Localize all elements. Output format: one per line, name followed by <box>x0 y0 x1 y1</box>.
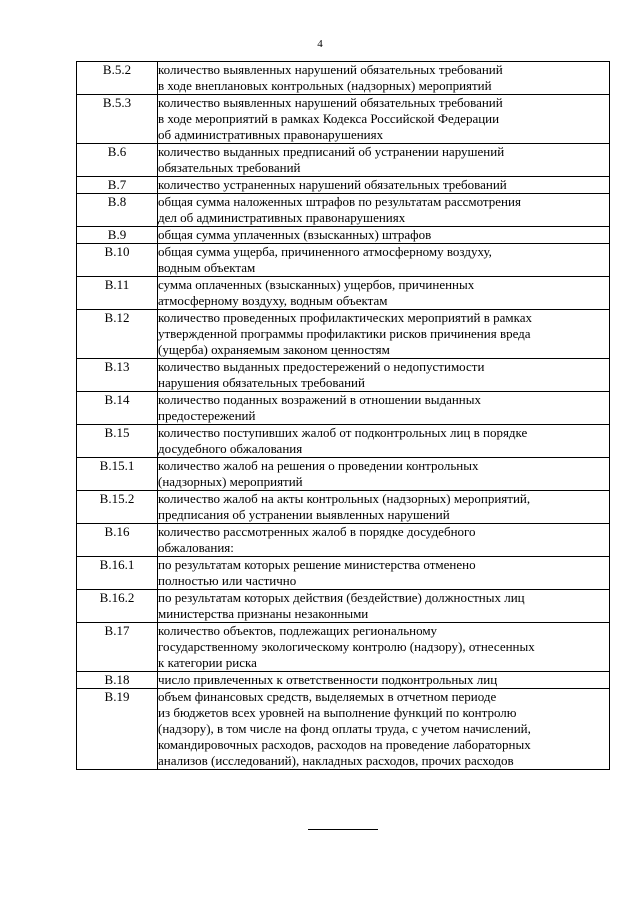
page-number: 4 <box>317 38 323 50</box>
indicator-code: В.19 <box>77 689 158 770</box>
indicator-description: количество выданных предписаний об устранении нарушений обязательных требований <box>158 144 610 177</box>
indicator-code: В.13 <box>77 359 158 392</box>
indicator-code: В.15 <box>77 425 158 458</box>
table-row <box>77 458 610 491</box>
table-row <box>77 425 610 458</box>
indicator-description: по результатам которых действия (бездействие) должностных лиц министерства признаны незаконными <box>158 590 610 623</box>
table-row <box>77 310 610 359</box>
table-row <box>77 227 610 244</box>
indicator-description: количество поданных возражений в отношении выданных предостережений <box>158 392 610 425</box>
indicator-description: общая сумма наложенных штрафов по результатам рассмотрения дел об административных правонарушениях <box>158 194 610 227</box>
indicator-description: количество выданных предостережений о недопустимости нарушения обязательных требований <box>158 359 610 392</box>
table-row <box>77 177 610 194</box>
indicator-code: В.15.2 <box>77 491 158 524</box>
indicators-table-body <box>77 62 610 770</box>
indicator-description: количество устраненных нарушений обязательных требований <box>158 177 610 194</box>
indicator-description: количество проведенных профилактических мероприятий в рамках утвержденной программы профилактики рисков причинения вреда (ущерба) охраняемым законом ценностям <box>158 310 610 359</box>
table-row <box>77 194 610 227</box>
indicator-code: В.11 <box>77 277 158 310</box>
indicator-description: количество рассмотренных жалоб в порядке досудебного обжалования: <box>158 524 610 557</box>
indicator-code: В.17 <box>77 623 158 672</box>
indicator-description: количество выявленных нарушений обязательных требований в ходе мероприятий в рамках Кодекса Российской Федерации об административных правонарушениях <box>158 95 610 144</box>
indicator-description: объем финансовых средств, выделяемых в отчетном периоде из бюджетов всех уровней на выполнение функций по контролю (надзору), в том числе на фонд оплаты труда, с учетом начислений, командировочных расходов, расходов на проведение лабораторных анализов (исследований), накладных расходов, прочих расходов <box>158 689 610 770</box>
table-row <box>77 491 610 524</box>
indicator-code: В.12 <box>77 310 158 359</box>
indicator-description: общая сумма ущерба, причиненного атмосферному воздуху, водным объектам <box>158 244 610 277</box>
indicator-description: количество объектов, подлежащих региональному государственному экологическому контролю (надзору), отнесенных к категории риска <box>158 623 610 672</box>
indicator-code: В.8 <box>77 194 158 227</box>
table-row <box>77 590 610 623</box>
indicator-code: В.14 <box>77 392 158 425</box>
table-row <box>77 672 610 689</box>
table-row <box>77 524 610 557</box>
indicator-description: количество выявленных нарушений обязательных требований в ходе внеплановых контрольных (надзорных) мероприятий <box>158 62 610 95</box>
indicator-description: по результатам которых решение министерства отменено полностью или частично <box>158 557 610 590</box>
indicator-code: В.18 <box>77 672 158 689</box>
table-row <box>77 689 610 770</box>
indicator-code: В.15.1 <box>77 458 158 491</box>
table-row <box>77 95 610 144</box>
table-row <box>77 557 610 590</box>
indicator-code: В.10 <box>77 244 158 277</box>
indicator-code: В.16.1 <box>77 557 158 590</box>
indicator-code: В.5.3 <box>77 95 158 144</box>
indicator-code: В.5.2 <box>77 62 158 95</box>
indicator-description: общая сумма уплаченных (взысканных) штрафов <box>158 227 610 244</box>
indicator-description: сумма оплаченных (взысканных) ущербов, причиненных атмосферному воздуху, водным объектам <box>158 277 610 310</box>
table-row <box>77 62 610 95</box>
table-row <box>77 623 610 672</box>
table-row <box>77 144 610 177</box>
indicator-code: В.16 <box>77 524 158 557</box>
table-row <box>77 244 610 277</box>
indicator-code: В.16.2 <box>77 590 158 623</box>
indicator-description: число привлеченных к ответственности подконтрольных лиц <box>158 672 610 689</box>
indicator-code: В.6 <box>77 144 158 177</box>
indicator-description: количество жалоб на акты контрольных (надзорных) мероприятий, предписания об устранении выявленных нарушений <box>158 491 610 524</box>
table-row <box>77 277 610 310</box>
table-row <box>77 359 610 392</box>
indicator-description: количество жалоб на решения о проведении контрольных (надзорных) мероприятий <box>158 458 610 491</box>
indicator-description: количество поступивших жалоб от подконтрольных лиц в порядке досудебного обжалования <box>158 425 610 458</box>
indicators-table <box>76 61 610 770</box>
indicator-code: В.9 <box>77 227 158 244</box>
indicator-code: В.7 <box>77 177 158 194</box>
end-of-document-line <box>308 829 378 830</box>
table-row <box>77 392 610 425</box>
